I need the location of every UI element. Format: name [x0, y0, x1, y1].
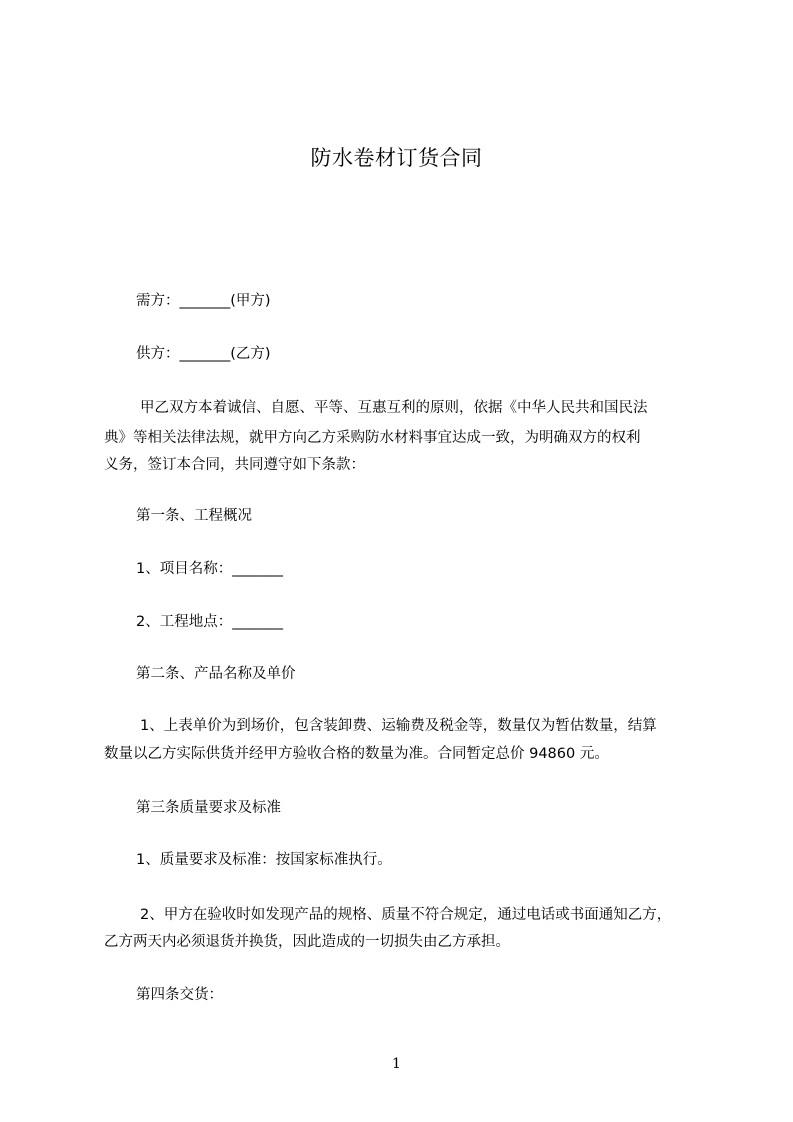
page-number: 1	[392, 1056, 401, 1072]
article-1-item-1: 1、项目名称：_______	[136, 561, 283, 577]
article-2-item-1-line-2: 数量以乙方实际供货并经甲方验收合格的数量为准。合同暂定总价 94860 元。	[104, 746, 609, 762]
article-3-item-1: 1、质量要求及标准：按国家标准执行。	[136, 852, 392, 868]
article-3-item-2-line-2: 乙方两天内必须退货并换货，因此造成的一切损失由乙方承担。	[104, 934, 510, 950]
preamble-line-1: 甲乙双方本着诚信、自愿、平等、互惠互利的原则，依据《中华人民共和国民法	[140, 400, 648, 416]
article-2-item-1-line-1: 1、上表单价为到场价，包含装卸费、运输费及税金等，数量仅为暂估数量，结算	[140, 718, 657, 734]
preamble-line-3: 义务，签订本合同，共同遵守如下条款：	[104, 457, 365, 473]
preamble-line-2: 典》等相关法律法规，就甲方向乙方采购防水材料事宜达成一致，为明确双方的权利	[104, 430, 641, 446]
article-2-heading: 第二条、产品名称及单价	[136, 666, 296, 682]
party-a-line: 需方：_______(甲方)	[136, 293, 271, 309]
article-3-item-2-line-1: 2、甲方在验收时如发现产品的规格、质量不符合规定，通过电话或书面通知乙方，	[140, 907, 672, 923]
document-title: 防水卷材订货合同	[310, 146, 483, 170]
party-b-line: 供方：_______(乙方)	[136, 346, 271, 362]
article-3-heading: 第三条质量要求及标准	[136, 800, 281, 816]
article-4-heading: 第四条交货：	[136, 987, 223, 1003]
article-1-heading: 第一条、工程概况	[136, 508, 252, 524]
article-1-item-2: 2、工程地点：_______	[136, 614, 283, 630]
